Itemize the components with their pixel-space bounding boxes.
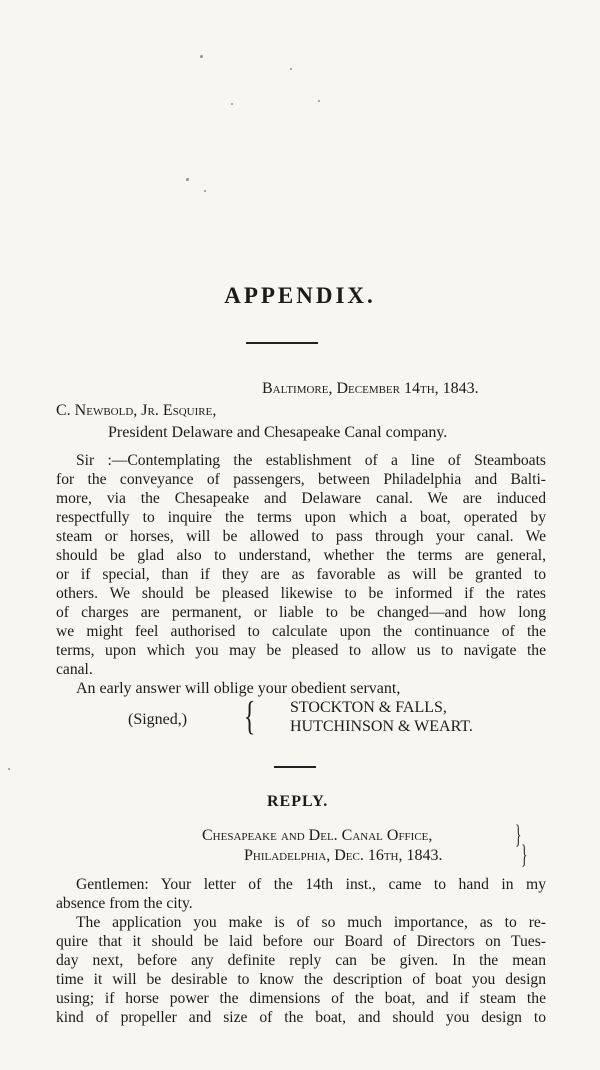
signatory: STOCKTON & FALLS,	[290, 699, 447, 716]
letter-dateline: Baltimore, December 14th, 1843.	[262, 380, 479, 397]
letter-body-line: steam or horses, will be allowed to pass through your canal. We	[56, 528, 546, 545]
reply-body-line: absence from the city.	[56, 895, 193, 912]
reply-body-line: quire that it should be laid before our Board of Directors on Tues-	[56, 933, 546, 950]
scan-speck	[290, 68, 292, 70]
appendix-heading: APPENDIX.	[224, 283, 376, 308]
scan-speck	[318, 100, 320, 102]
office-brace: }	[515, 820, 522, 849]
signatory: HUTCHINSON & WEART.	[290, 718, 473, 735]
heading-rule	[246, 342, 318, 344]
reply-body-line: Gentlemen: Your letter of the 14th inst., came to hand in my	[76, 876, 546, 893]
scan-speck	[186, 178, 189, 181]
signed-label: (Signed,)	[128, 711, 188, 728]
letter-body-line: of charges are permanent, or liable to be changed—and how long	[56, 604, 546, 621]
scan-speck	[204, 190, 206, 192]
letter-body-line: respectfully to inquire the terms upon which a boat, operated by	[56, 509, 546, 526]
letter-body-line: we might feel authorised to calculate upon the continuance of the	[56, 623, 546, 640]
reply-body-line: kind of propeller and size of the boat, and should you design to	[56, 1009, 546, 1026]
letter-body-line: terms, upon which you may be pleased to allow us to navigate the	[56, 642, 546, 659]
reply-office: Chesapeake and Del. Canal Office,	[202, 827, 433, 844]
letter-body-line: others. We should be pleased likewise to be informed if the rates	[56, 585, 546, 602]
reply-body-line: The application you make is of so much importance, as to re-	[76, 914, 546, 931]
letter-body-line: more, via the Chesapeake and Delaware canal. We are induced	[56, 490, 546, 507]
letter-closing: An early answer will oblige your obedient servant,	[76, 680, 401, 697]
section-rule	[274, 766, 316, 768]
reply-heading: REPLY.	[267, 793, 329, 810]
scan-speck	[200, 55, 203, 58]
letter-body-line: Sir :—Contemplating the establishment of a line of Steamboats	[76, 452, 546, 469]
reply-place-date: Philadelphia, Dec. 16th, 1843.	[244, 847, 443, 864]
reply-body-line: time it will be desirable to know the description of boat you design	[56, 971, 546, 988]
reply-body-line: day next, before any definite reply can be given. In the mean	[56, 952, 546, 969]
scan-speck	[8, 768, 10, 770]
letter-body-line: should be glad also to understand, whether the terms are general,	[56, 547, 546, 564]
signature-brace: {	[243, 693, 256, 738]
scan-speck	[231, 103, 233, 105]
letter-body-line: or if special, than if they are as favorable as will be granted to	[56, 566, 546, 583]
letter-addressee: C. Newbold, Jr. Esquire,	[56, 402, 217, 419]
letter-body-line: for the conveyance of passengers, between Philadelphia and Balti-	[56, 471, 546, 488]
reply-body-line: using; if horse power the dimensions of the boat, and if steam the	[56, 990, 546, 1007]
letter-addressee-title: President Delaware and Chesapeake Canal company.	[108, 424, 448, 441]
office-brace: }	[521, 840, 528, 869]
letter-body-line: canal.	[56, 661, 93, 678]
